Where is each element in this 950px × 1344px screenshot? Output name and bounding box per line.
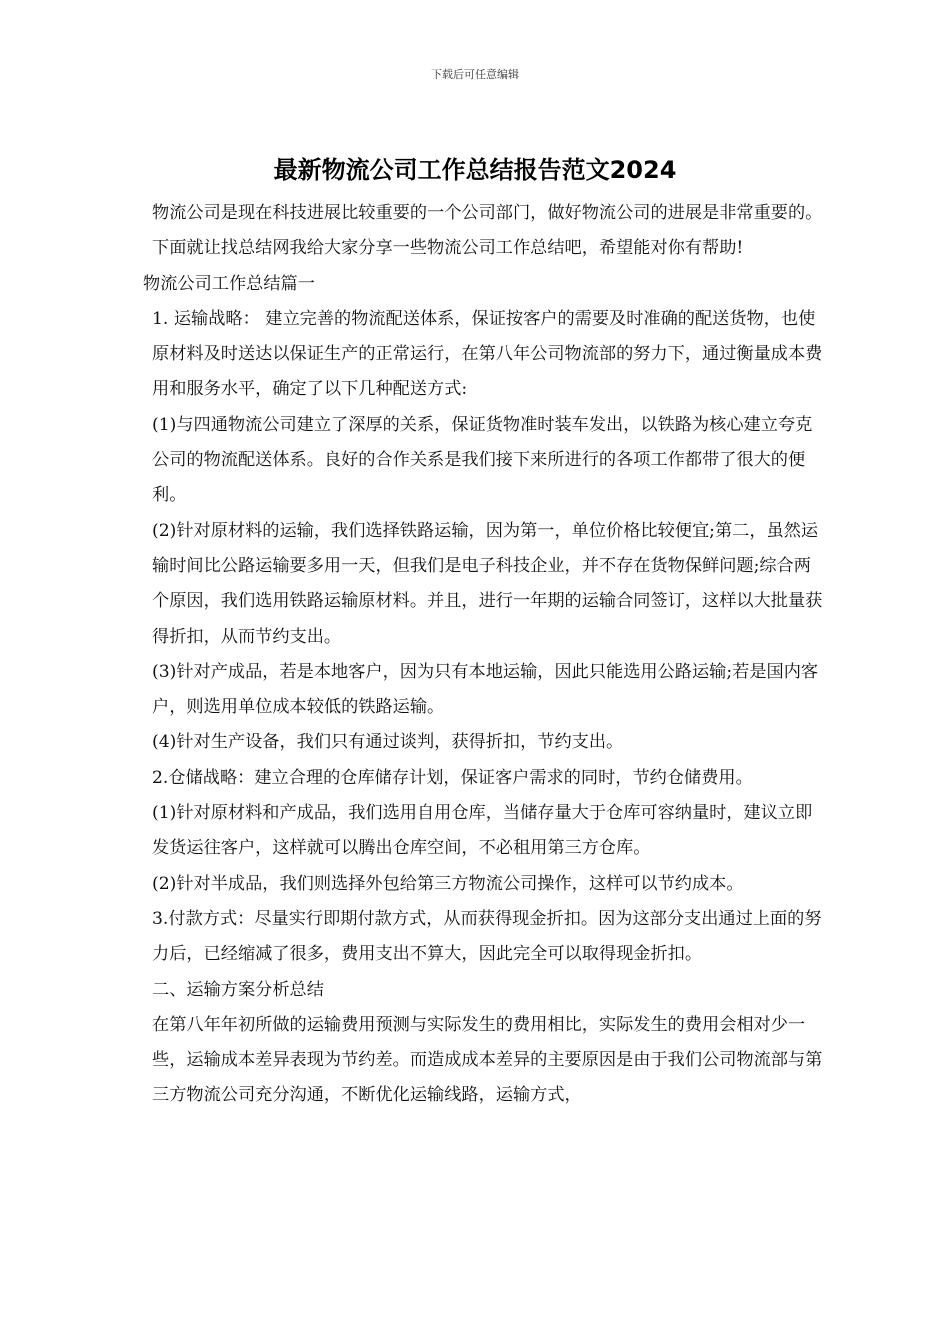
paragraph-storage-item-1: (1)针对原材料和产成品，我们选用自用仓库，当储存量大于仓库可容纳量时，建议立即发货运往客户，这样就可以腾出仓库空间，不必租用第三方仓库。	[152, 803, 813, 859]
paragraph-item-2: (2)针对原材料的运输，我们选择铁路运输，因为第一，单位价格比较便宜;第二，虽然运输时间比公路运输要多用一天，但我们是电子科技企业，并不存在货物保鲜问题;综合两个原因，我们选用铁路运输原材料。并且，进行一年期的运输合同签订，这样以大批量获得折扣，从而节约支出。	[152, 520, 823, 647]
paragraph-item-4: (4)针对生产设备，我们只有通过谈判，获得折扣，节约支出。	[152, 732, 624, 753]
page-header: 下载后可任意编辑	[431, 68, 519, 81]
paragraph-analysis: 在第八年年初所做的运输费用预测与实际发生的费用相比，实际发生的费用会相对少一些，运输成本差异表现为节约差。而造成成本差异的主要原因是由于我们公司物流部与第三方物流公司充分沟通，不断优化运输线路，运输方式，	[152, 1014, 823, 1106]
section-heading-1: 物流公司工作总结篇一	[143, 273, 315, 294]
paragraph-item-1: (1)与四通物流公司建立了深厚的关系，保证货物准时装车发出，以铁路为核心建立夸克公司的物流配送体系。良好的合作关系是我们接下来所进行的各项工作都带了很大的便利。	[152, 414, 813, 506]
section-heading-2: 二、运输方案分析总结	[152, 979, 324, 1000]
paragraph-storage-item-2: (2)针对半成品，我们则选择外包给第三方物流公司操作，这样可以节约成本。	[152, 873, 744, 894]
paragraph-storage-strategy: 2.仓储战略：建立合理的仓库储存计划，保证客户需求的同时，节约仓储费用。	[152, 767, 753, 788]
paragraph-transport-strategy: 1. 运输战略： 建立完善的物流配送体系，保证按客户的需要及时准确的配送货物，也使原材料及时送达以保证生产的正常运行，在第八年公司物流部的努力下，通过衡量成本费用和服务水平，确定了以下几种配送方式:	[152, 308, 823, 400]
paragraph-item-3: (3)针对产成品，若是本地客户，因为只有本地运输，因此只能选用公路运输;若是国内客户，则选用单位成本较低的铁路运输。	[152, 661, 819, 718]
paragraph-intro: 物流公司是现在科技进展比较重要的一个公司部门，做好物流公司的进展是非常重要的。下面就让找总结网我给大家分享一些物流公司工作总结吧，希望能对你有帮助!	[152, 203, 823, 259]
document-title: 最新物流公司工作总结报告范文2024	[273, 156, 677, 184]
paragraph-payment: 3.付款方式：尽量实行即期付款方式，从而获得现金折扣。因为这部分支出通过上面的努力后，已经缩减了很多，费用支出不算大，因此完全可以取得现金折扣。	[152, 908, 822, 965]
document-body	[143, 196, 823, 1114]
